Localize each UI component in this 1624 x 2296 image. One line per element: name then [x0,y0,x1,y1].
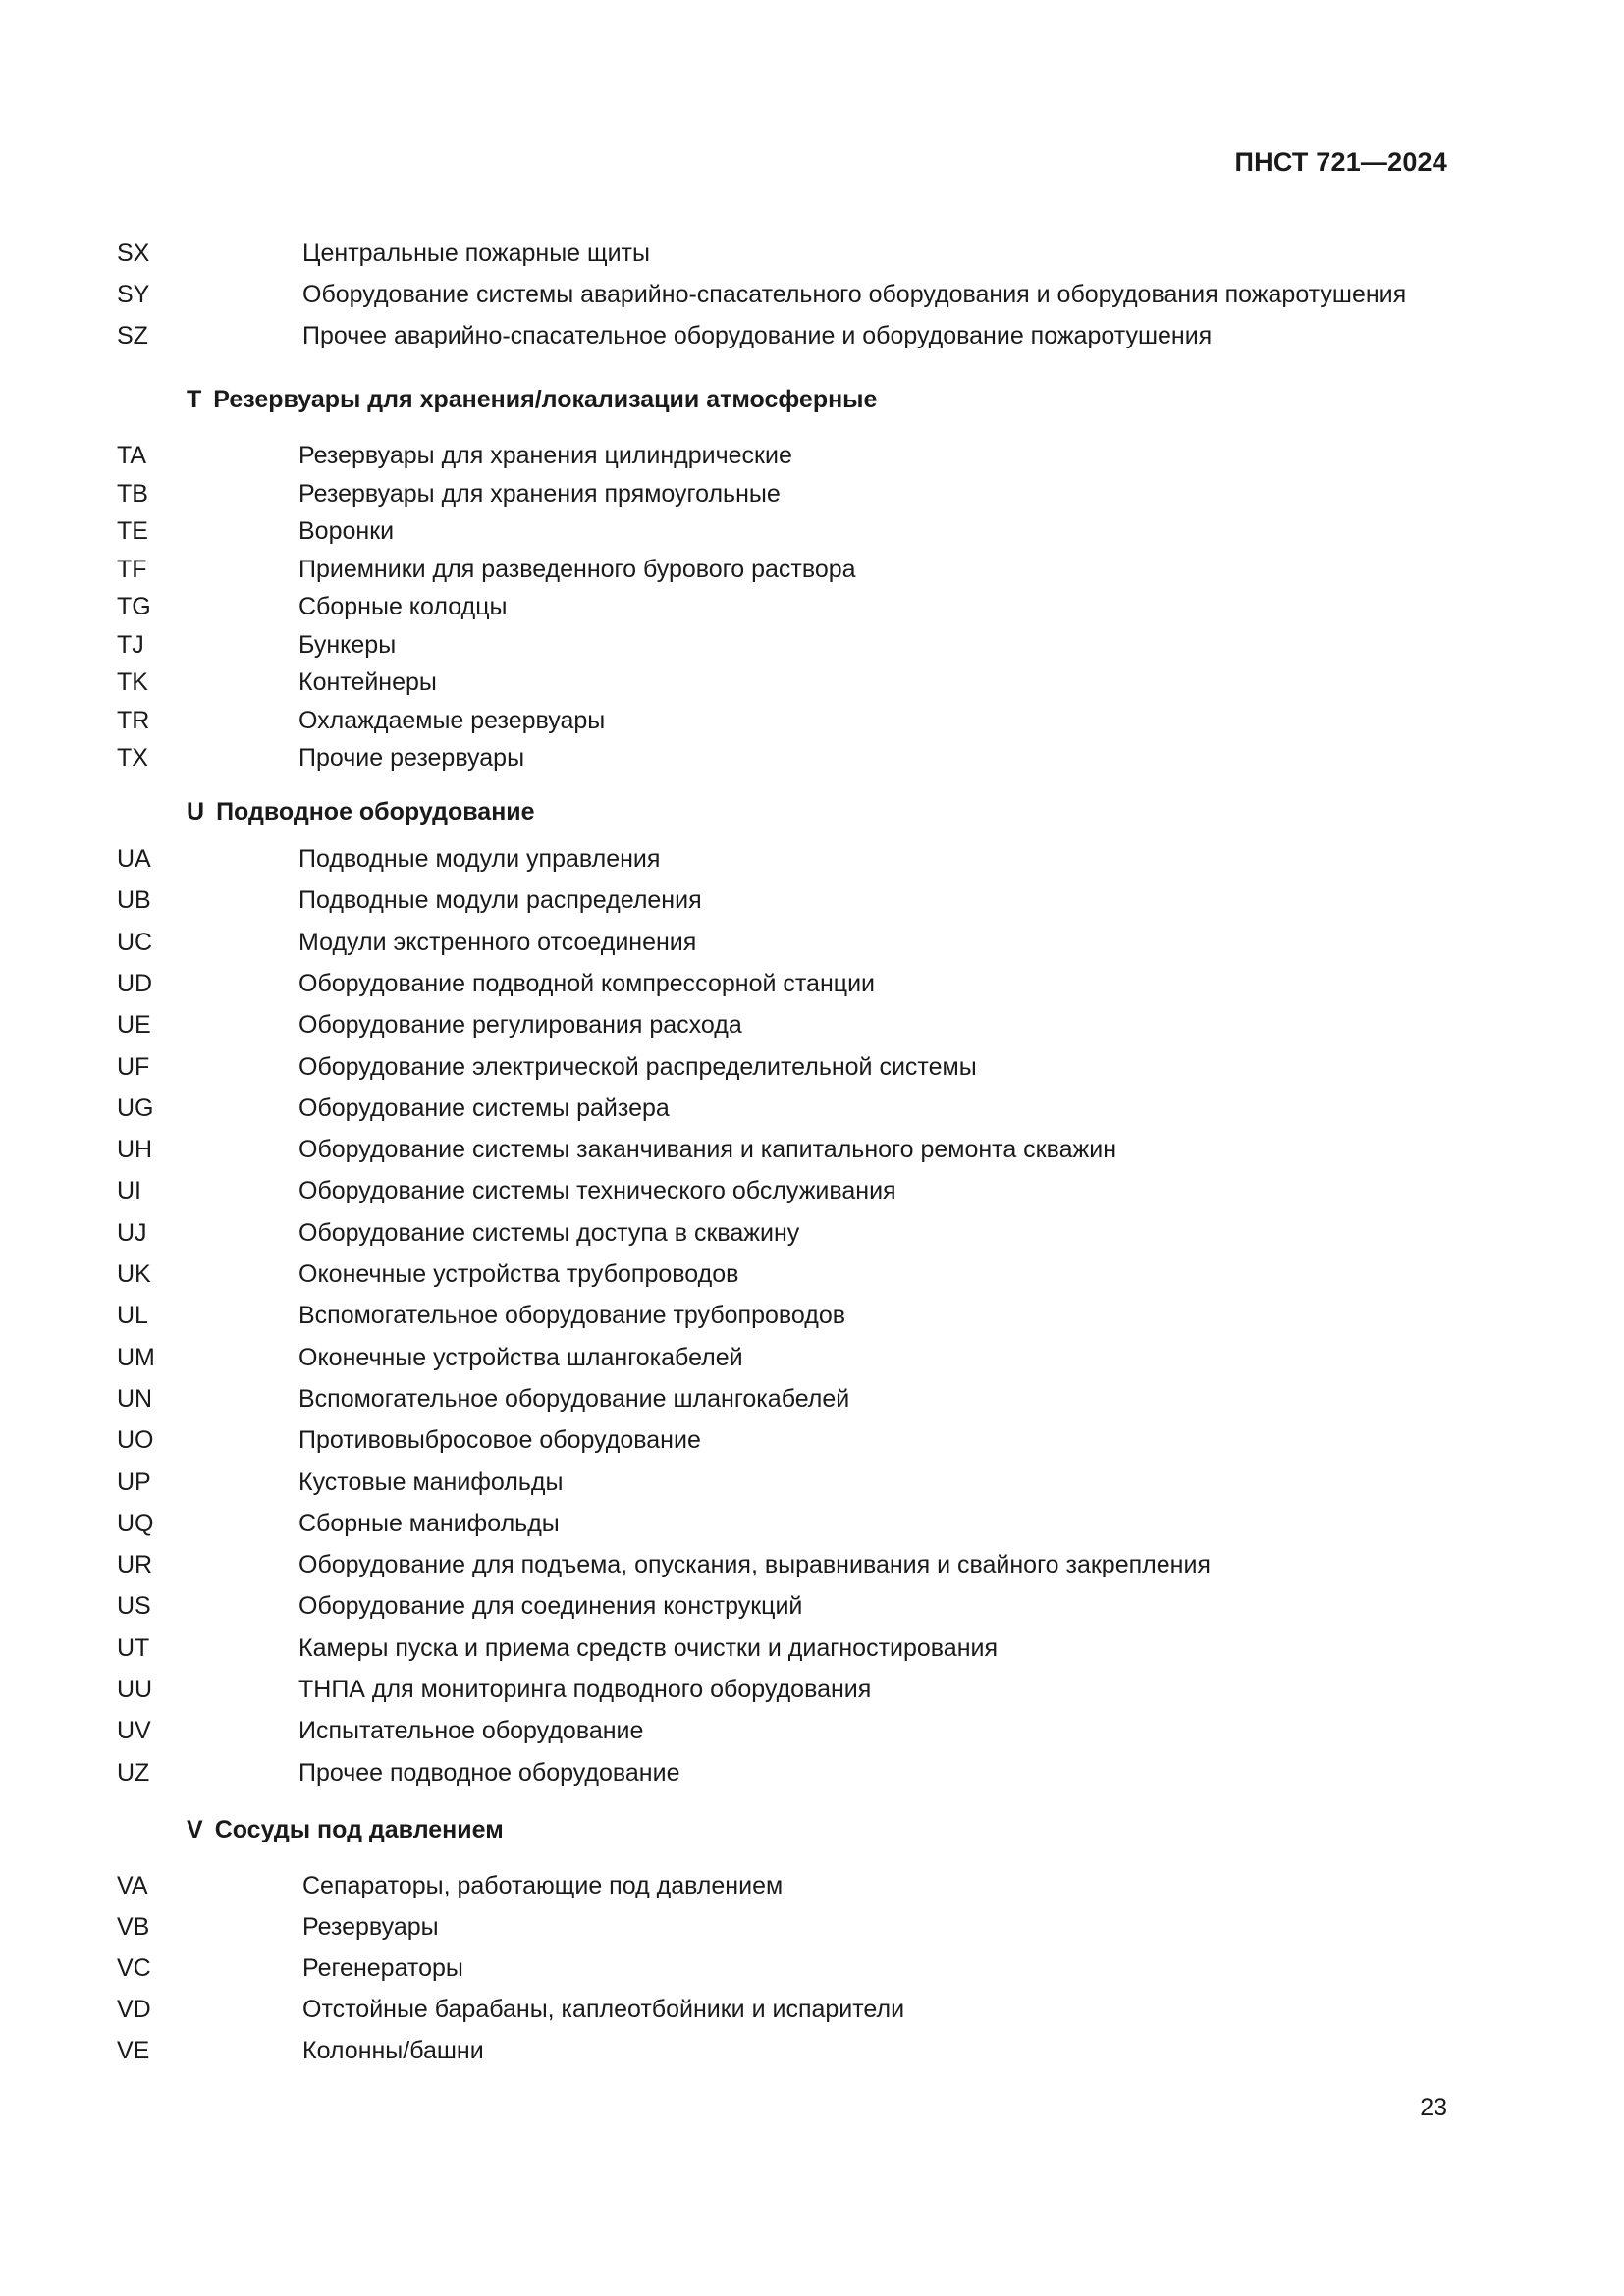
item-code: UN [117,1384,153,1413]
item-description: Воронки [298,517,395,545]
item-description: Оборудование системы технического обслуживания [298,1177,896,1205]
item-code: UH [117,1136,153,1164]
item-description: Прочее подводное оборудование [298,1758,680,1787]
item-code: UI [117,1177,141,1205]
item-code: TE [117,517,148,545]
section-title: Резервуары для хранения/локализации атмосферные [213,386,878,413]
item-code: UG [117,1094,154,1122]
item-code: UC [117,928,153,956]
item-code: SY [117,281,150,308]
item-description: Оконечные устройства шлангокабелей [298,1343,743,1371]
item-code: TB [117,479,148,507]
item-description: Прочее аварийно-спасательное оборудование и оборудование пожаротушения [302,322,1213,349]
section-heading [187,386,877,414]
item-code: TG [117,593,151,620]
item-description: Оконечные устройства трубопроводов [298,1260,739,1288]
item-code: TK [117,668,148,696]
item-code: TX [117,744,148,772]
item-code: UT [117,1633,150,1662]
item-description: Подводные модули управления [298,845,661,873]
item-code: UP [117,1468,151,1496]
item-description: Приемники для разведенного бурового раствора [298,555,856,583]
item-description: Испытательное оборудование [298,1717,644,1745]
item-code: UM [117,1343,155,1371]
item-description: Регенераторы [302,1954,463,1982]
item-description: Сборные колодцы [298,593,508,620]
item-description: Прочие резервуары [298,744,525,772]
item-code: UD [117,969,153,997]
item-description: Вспомогательное оборудование шлангокабелей [298,1384,850,1413]
item-description: Кустовые манифольды [298,1468,564,1496]
item-description: Оборудование системы райзера [298,1094,670,1122]
item-code: US [117,1592,151,1621]
item-description: Оборудование подводной компрессорной станции [298,969,876,997]
item-description: Оборудование для подъема, опускания, выравнивания и свайного закрепления [298,1551,1211,1579]
item-code: TF [117,555,147,583]
item-description: Отстойные барабаны, каплеотбойники и испарители [302,1996,905,2023]
item-description: Противовыбросовое оборудование [298,1426,701,1455]
item-description: Модули экстренного отсоединения [298,928,697,956]
item-code: UB [117,886,151,915]
item-code: UR [117,1551,153,1579]
section-letter: T [187,386,202,413]
item-code: VE [117,2037,150,2064]
item-description: ТНПА для мониторинга подводного оборудования [298,1676,872,1703]
item-code: UF [117,1052,150,1081]
section-title: Сосуды под давлением [214,1816,504,1843]
item-code: UO [117,1426,154,1455]
document-id: ПНСТ 721—2024 [1234,147,1447,177]
item-code: TR [117,706,150,734]
item-description: Оборудование электрической распределительной системы [298,1052,977,1081]
item-code: UQ [117,1509,154,1537]
item-description: Колонны/башни [302,2037,484,2064]
item-description: Оборудование системы доступа в скважину [298,1218,800,1247]
item-code: UU [117,1676,153,1703]
item-description: Контейнеры [298,668,437,696]
item-code: VA [117,1872,148,1899]
item-code: SZ [117,322,148,349]
section-title: Подводное оборудование [216,798,535,826]
section-letter: U [187,798,205,826]
section-heading [187,1816,504,1844]
item-description: Сепараторы, работающие под давлением [302,1872,784,1899]
item-code: UK [117,1260,151,1288]
item-description: Оборудование для соединения конструкций [298,1592,803,1621]
item-description: Подводные модули распределения [298,886,702,915]
item-code: UZ [117,1758,150,1787]
item-code: UV [117,1717,151,1745]
item-code: UE [117,1011,151,1040]
item-code: UA [117,845,151,873]
page-number: 23 [1420,2094,1447,2121]
item-code: VD [117,1996,151,2023]
item-code: VC [117,1954,151,1982]
item-code: SX [117,240,150,267]
item-description: Оборудование системы аварийно-спасательного оборудования и оборудования пожаротушения [302,281,1407,308]
item-code: TA [117,442,147,469]
item-description: Бункеры [298,630,397,659]
item-code: TJ [117,630,144,659]
section-letter: V [187,1816,203,1843]
item-description: Резервуары [302,1913,439,1941]
item-description: Вспомогательное оборудование трубопроводов [298,1302,846,1330]
item-description: Оборудование системы заканчивания и капитального ремонта скважин [298,1136,1117,1164]
item-code: UL [117,1302,148,1330]
section-heading [187,798,535,827]
item-code: UJ [117,1218,147,1247]
item-description: Оборудование регулирования расхода [298,1011,742,1040]
item-description: Камеры пуска и приема средств очистки и диагностирования [298,1633,999,1662]
item-description: Центральные пожарные щиты [302,240,650,267]
item-description: Сборные манифольды [298,1509,560,1537]
item-description: Резервуары для хранения цилиндрические [298,442,792,469]
item-code: VB [117,1913,150,1941]
item-description: Резервуары для хранения прямоугольные [298,479,781,507]
item-description: Охлаждаемые резервуары [298,706,606,734]
